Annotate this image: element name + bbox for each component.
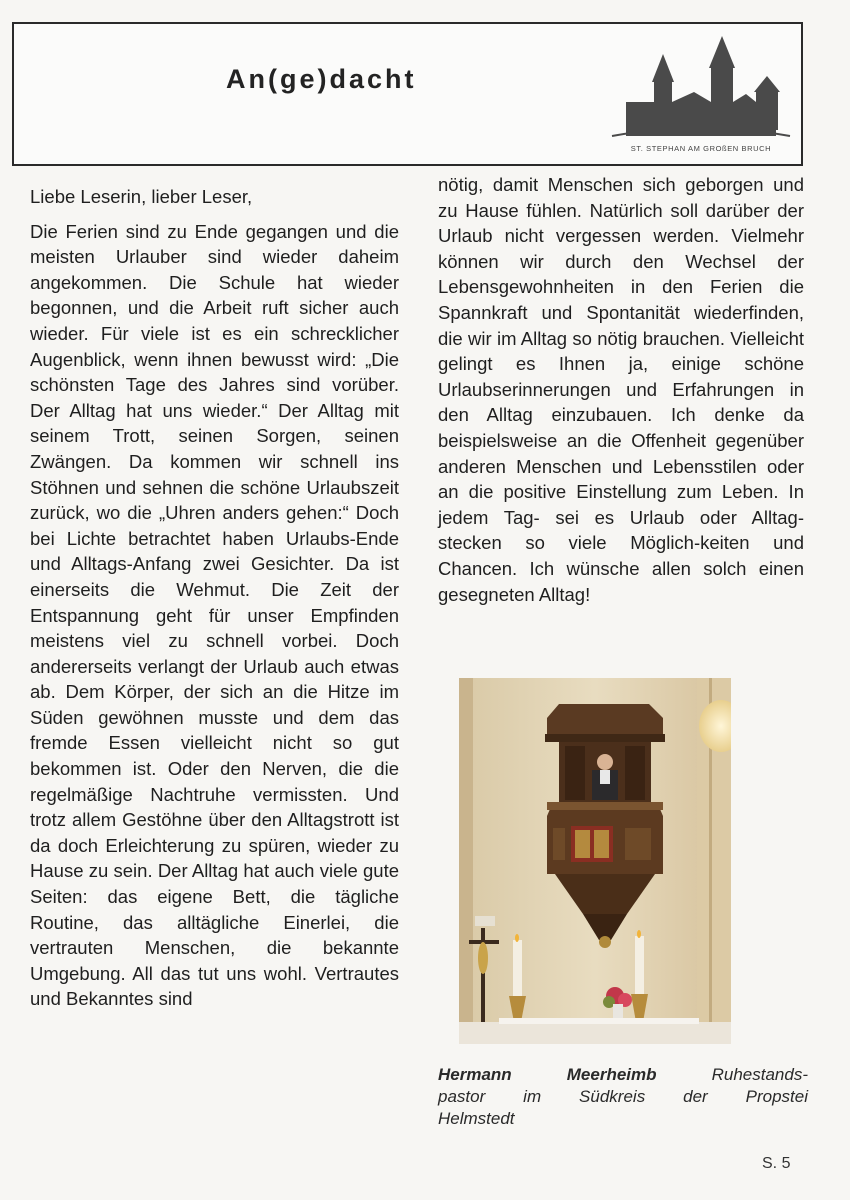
photo-caption (438, 1064, 808, 1130)
salutation: Liebe Leserin, lieber Leser, (30, 186, 253, 207)
author-first-name: Hermann (438, 1065, 512, 1084)
article-body-right: nötig, damit Menschen sich geborgen und zu Hause fühlen. Natürlich soll darüber der Urlaub nicht vergessen werden. Vielmehr können wir durch den Wechsel der Lebensgewohnheiten in den Ferien die Spannkraft und Spontanität wiederfinden, die wir im Alltag so nötig brauchen. Vielleicht gelingt es Ihnen ja, einige schöne Urlaubserinnerungen und Erfahrungen in den Alltag einzubauen. Ich denke da beispielsweise an die Offenheit gegenüber anderen Menschen und Lebensstilen oder an die positive Einstellung zum Leben. In jedem Tag- sei es Urlaub oder Alltag- stecken so viele Möglich-keiten und Chancen. Ich wünsche allen solch einen gesegneten Alltag! (438, 174, 804, 605)
pulpit-photo (459, 678, 731, 1044)
caption-role-4: Südkreis (579, 1087, 646, 1106)
caption-role-5: der (683, 1087, 708, 1106)
logo-caption: ST. STEPHAN AM GROßEN BRUCH (630, 144, 772, 153)
church-silhouette-icon (610, 36, 792, 141)
caption-role-6: Propstei (745, 1087, 808, 1106)
caption-line-2 (438, 1086, 808, 1108)
author-last-name: Meerheimb (566, 1065, 657, 1084)
caption-role-2: pastor (438, 1087, 486, 1106)
article-column-left (30, 184, 399, 1012)
article-body-left: Die Ferien sind zu Ende gegangen und die meisten Urlauber sind wieder daheim angekommen. Die Schule hat wieder begonnen, und die Arbeit ruft sicher auch wieder. Für viele ist es ein schrecklicher Augenblick, wenn ihnen bewusst wird: „Die schönsten Tage des Jahres sind vorüber. Der Alltag hat uns wieder.“ Der Alltag mit seinem Trott, seinen Sorgen, seinen Zwängen. Da kommen wir schnell ins Stöhnen und sehnen die schöne Urlaubszeit zurück, wo die „Uhren anders gehen:“ Doch bei Lichte betrachtet haben Urlaubs-Ende und Alltags-Anfang zwei Gesichter. Da ist einerseits die Wehmut. Die Zeit der Entspannung geht für unser Empfinden meistens viel zu schnell vorbei. Doch andererseits verlangt der Urlaub auch etwas ab. Dem Körper, der sich an die Hitze im Süden gewöhnen musste und dem das fremde Essen vielleicht nicht so gut bekommen ist. Oder den Nerven, die die regelmäßige Nachtruhe vermissten. Und trotz allem Gestöhne über den Alltagstrott ist da doch Erleichterung zu spüren, wieder zu Hause zu sein. Der Alltag hat auch viele gute Seiten: das eigene Bett, die tägliche Routine, das alltägliche Einerlei, die vertrauten Menschen, die bekannte Umgebung. All das tut uns wohl. Vertrautes und Bekanntes sind (30, 220, 399, 1010)
caption-role-1: Ruhestands- (711, 1065, 808, 1084)
article-column-right (438, 172, 804, 607)
page-title: An(ge)dacht (226, 64, 417, 94)
page-number: S. 5 (762, 1155, 791, 1172)
caption-place: Helmstedt (438, 1109, 515, 1128)
church-logo (610, 36, 792, 156)
caption-role-3: im (523, 1087, 542, 1106)
caption-line-1 (438, 1064, 808, 1086)
pulpit-image (459, 678, 731, 1044)
